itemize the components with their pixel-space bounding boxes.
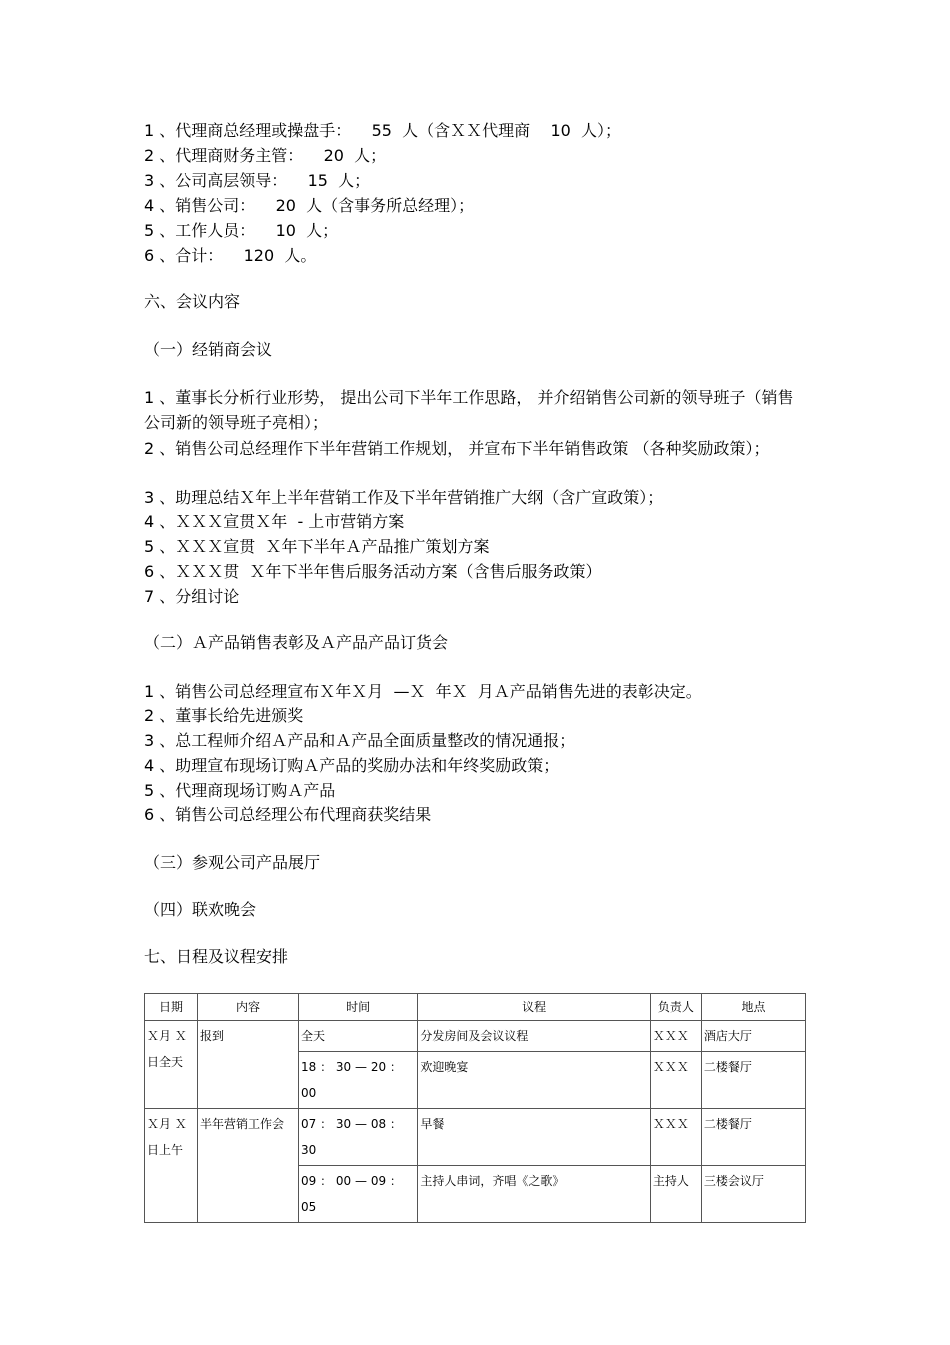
cell-content: 半年营销工作会 (198, 1109, 299, 1223)
cell-owner: ＸＸＸ (650, 1109, 701, 1166)
part-1-item-5: 5 、ＸＸＸ宣贯 Ｘ年下半年Ａ产品推广策划方案 (144, 537, 490, 556)
part-2-item-1: 1 、销售公司总经理宣布Ｘ年Ｘ月 —Ｘ 年Ｘ 月Ａ产品销售先进的表彰决定。 (144, 682, 702, 701)
schedule-table (144, 993, 806, 1223)
table-row (145, 1109, 806, 1166)
section-7-heading: 七、日程及议程安排 (144, 947, 289, 966)
cell-time: 07 ： 30 — 08 ： 30 (299, 1109, 418, 1166)
attendee-line-2: 2 、代理商财务主管： 20 人； (144, 146, 387, 165)
section-6-heading: 六、会议内容 (144, 292, 241, 311)
table-header-row (145, 994, 806, 1021)
cell-time: 09 ： 00 — 09 ： 05 (299, 1166, 418, 1223)
part-2-item-2: 2 、董事长给先进颁奖 (144, 706, 304, 725)
part-2-heading: （二）Ａ产品销售表彰及Ａ产品产品订货会 (144, 633, 449, 652)
cell-owner: ＸＸＸ (650, 1021, 701, 1052)
table-row (145, 1021, 806, 1052)
attendee-line-6: 6 、合计： 120 人。 (144, 246, 317, 265)
cell-agenda: 分发房间及会议议程 (418, 1021, 651, 1052)
cell-agenda: 早餐 (418, 1109, 651, 1166)
part-1-item-4: 4 、ＸＸＸ宣贯Ｘ年 - 上市营销方案 (144, 512, 405, 531)
cell-place: 酒店大厅 (701, 1021, 805, 1052)
attendee-line-4: 4 、销售公司： 20 人（含事务所总经理）； (144, 196, 475, 215)
header-time: 时间 (299, 994, 418, 1021)
part-1-item-3: 3 、助理总结Ｘ年上半年营销工作及下半年营销推广大纲（含广宣政策）； (144, 488, 664, 507)
attendee-line-5: 5 、工作人员： 10 人； (144, 221, 339, 240)
cell-place: 二楼餐厅 (701, 1109, 805, 1166)
cell-place: 三楼会议厅 (701, 1166, 805, 1223)
cell-agenda: 主持人串词，齐唱《之歌》 (418, 1166, 651, 1223)
header-agenda: 议程 (418, 994, 651, 1021)
cell-owner: ＸＸＸ (650, 1052, 701, 1109)
cell-content: 报到 (198, 1021, 299, 1109)
part-3-heading: （三）参观公司产品展厅 (144, 853, 321, 872)
cell-time: 18 ： 30 — 20 ： 00 (299, 1052, 418, 1109)
cell-owner: 主持人 (650, 1166, 701, 1223)
part-2-item-3: 3 、总工程师介绍Ａ产品和Ａ产品全面质量整改的情况通报； (144, 731, 576, 750)
attendee-line-1: 1 、代理商总经理或操盘手： 55 人（含ＸＸ代理商 10 人）； (144, 121, 622, 140)
part-1-item-2: 2 、销售公司总经理作下半年营销工作规划， 并宣布下半年销售政策 （各种奖励政策）； (144, 439, 770, 458)
header-content: 内容 (198, 994, 299, 1021)
part-2-item-4: 4 、助理宣布现场订购Ａ产品的奖励办法和年终奖励政策； (144, 756, 560, 775)
part-1-item-6: 6 、ＸＸＸ贯 Ｘ年下半年售后服务活动方案（含售后服务政策） (144, 562, 602, 581)
cell-place: 二楼餐厅 (701, 1052, 805, 1109)
part-1-heading: （一）经销商会议 (144, 340, 273, 359)
header-owner: 负责人 (650, 994, 701, 1021)
header-place: 地点 (701, 994, 805, 1021)
part-1-item-7: 7 、分组讨论 (144, 587, 240, 606)
part-1-item-1: 1 、董事长分析行业形势， 提出公司下半年工作思路， 并介绍销售公司新的领导班子（销售公司新的领导班子亮相）； (144, 388, 794, 432)
part-4-heading: （四）联欢晚会 (144, 900, 257, 919)
part-2-item-5: 5 、代理商现场订购Ａ产品 (144, 781, 336, 800)
header-date: 日期 (145, 994, 198, 1021)
cell-date: Ｘ月 Ｘ日上午 (145, 1109, 198, 1223)
cell-date: Ｘ月 Ｘ日全天 (145, 1021, 198, 1109)
cell-time: 全天 (299, 1021, 418, 1052)
part-2-item-6: 6 、销售公司总经理公布代理商获奖结果 (144, 805, 432, 824)
attendee-line-3: 3 、公司高层领导： 15 人； (144, 171, 371, 190)
cell-agenda: 欢迎晚宴 (418, 1052, 651, 1109)
